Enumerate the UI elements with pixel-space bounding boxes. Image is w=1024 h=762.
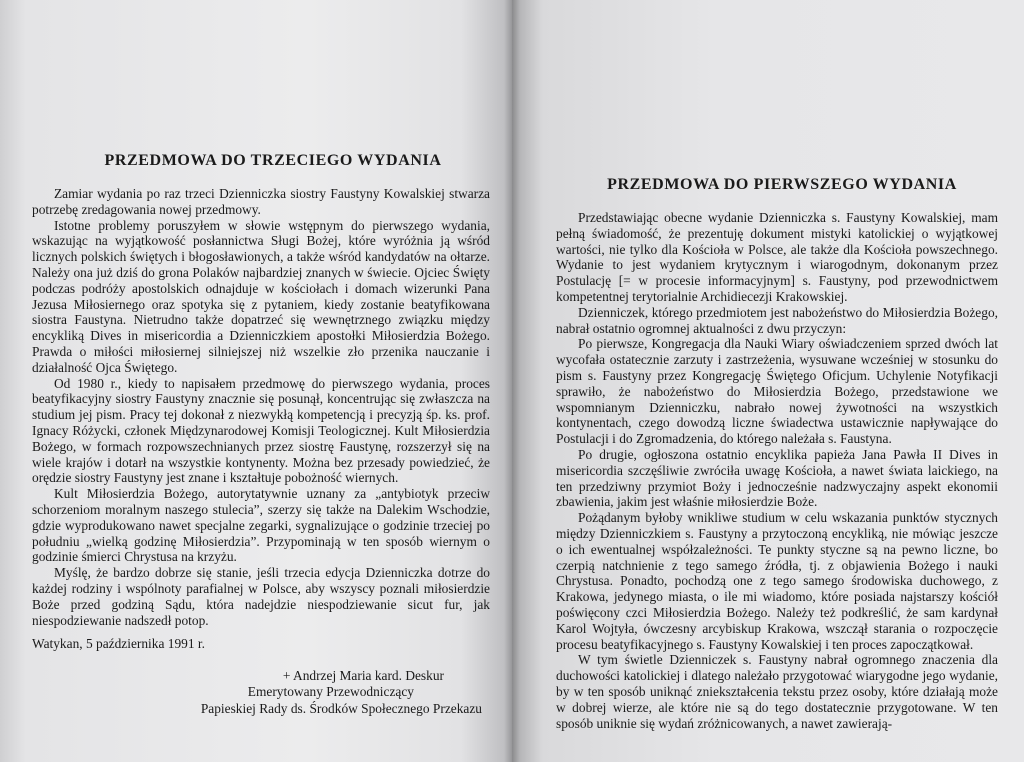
left-paragraph: Myślę, że bardzo dobrze się stanie, jeśli trzecia edycja Dzienniczka dotrze do każdej rodziny i wspólnoty parafialnej w Polsce, aby wszyscy poznali miłosierdzie Boże przed godziną Sądu, która nadejdzie niespodziewanie sicut fur, jak niespodziewanie nadszedł potop. — [32, 565, 490, 628]
right-page-body — [556, 210, 998, 731]
signature-organization: Papieskiej Rady ds. Środków Społecznego Przekazu — [200, 700, 482, 716]
left-paragraph: Istotne problemy poruszyłem w słowie wstępnym do pierwszego wydania, wskazując na wyjątkowość posłannictwa Sługi Bożej, które wyróżnia ją wśród licznych polskich świętych i błogosławionych, a także wśród kandydatów na ołtarze. Należy ona już dziś do grona Polaków najbardziej znanych w świecie. Ojciec Święty podczas podróży apostolskich odnajduje w kościołach i domach wizerunki Pana Jezusa Miłosiernego oraz spotyka się z pytaniem, kiedy zostanie beatyfikowana siostra Faustyna. Nietrudno także dopatrzeć się wewnętrznego związku między encykliką Dives in misericordia a Dzienniczkiem apostołki Miłosierdzia Bożego. Prawda o miłości miłosiernej silniejszej niż wszelkie zło przenika nauczanie i działalność Ojca Świętego. — [32, 217, 490, 375]
left-paragraph: Zamiar wydania po raz trzeci Dzienniczka siostry Faustyny Kowalskiej stwarza potrzebę zredagowania nowej przedmowy. — [32, 186, 490, 217]
left-page-title: PRZEDMOWA DO TRZECIEGO WYDANIA — [104, 152, 442, 169]
left-paragraph: Od 1980 r., kiedy to napisałem przedmowę do pierwszego wydania, proces beatyfikacyjny siostry Faustyny znacznie się posunął, koncentrując się zwłaszcza na studium jej pism. Pracy tej dokonał z niezwykłą kompetencją i precyzją śp. ks. prof. Ignacy Różycki, członek Międzynarodowej Komisji Teologicznej. Kult Miłosierdzia Bożego, w formach rozpowszechnianych przez siostrę Faustynę, rozszerzył się na wiele krajów i dotarł na wszystkie kontynenty. Można bez przesady powiedzieć, że orędzie siostry Faustyny jest znane i kształtuje pobożność wiernych. — [32, 375, 490, 486]
right-page — [512, 0, 1024, 762]
right-paragraph: W tym świetle Dzienniczek s. Faustyny nabrał ogromnego znaczenia dla duchowości katolickiej i dlatego należało przygotować wiarygodne jego wydanie, by w ten sposób uniknąć zniekształcenia tekstu przez osoby, które działają może w dobrej wierze, ale które nie są do tego dostatecznie przygotowane. W ten sposób uniknie się wydań zróżnicowanych, a nawet zawierają- — [556, 652, 998, 731]
signature-role: Emerytowany Przewodniczący — [247, 684, 414, 700]
left-paragraph: Kult Miłosierdzia Bożego, autorytatywnie uznany za „antybiotyk przeciw schorzeniom moralnym naszego stulecia”, szerzy się także na Dalekim Wschodzie, gdzie wyprodukowano nawet specjalne zegarki, sygnalizujące o godzinie trzeciej po południu „wielką godzinę Miłosierdzia”. Przypominają w ten sposób wiernym o godzinie śmierci Chrystusa na krzyżu. — [32, 486, 490, 565]
right-paragraph: Dzienniczek, którego przedmiotem jest nabożeństwo do Miłosierdzia Bożego, nabrał ostatnio ogromnej aktualności z dwu przyczyn: — [556, 304, 998, 336]
right-paragraph: Po drugie, ogłoszona ostatnio encyklika papieża Jana Pawła II Dives in misericordia szczęśliwie zwróciła uwagę Kościoła, a nawet świata laickiego, na ten przedziwny przymiot Boży i jednocześnie nadzwyczajny aspekt ekonomii zbawienia, jakim jest właśnie miłosierdzie Boże. — [556, 446, 998, 510]
right-paragraph: Przedstawiając obecne wydanie Dzienniczka s. Faustyny Kowalskiej, mam pełną świadomość, że prezentuję dokument mistyki katolickiej o wyjątkowej wartości, nie tylko dla Kościoła w Polsce, ale także dla Kościoła powszechnego. Wydanie to jest wydaniem krytycznym i wiarogodnym, dokonanym przez Postulację [= w procesie informacyjnym] s. Faustyny, pod przewodnictwem kompetentnej terytorialnie Archidiecezji Krakowskiej. — [556, 210, 998, 304]
dateline: Watykan, 5 października 1991 r. — [32, 636, 205, 652]
left-page-body — [32, 186, 490, 628]
right-paragraph: Pożądanym byłoby wnikliwe studium w celu wskazania punktów stycznych między Dzienniczkiem s. Faustyny a przytoczoną encykliką, nie mówiąc jeszcze o ich ewentualnej współzależności. Te punkty styczne są na pewno liczne, bo czerpią natchnienie z tego samego źródła, tj. z objawienia Bożego i nauki Chrystusa. Ponadto, pochodzą one z tego samego środowiska duchowego, z Krakowa, jedynego miasta, o ile mi wiadomo, które posiada najstarszy kościół poświęcony czci Miłosierdzia Bożego. Należy też podkreślić, że sam kardynał Karol Wojtyła, ówczesny arcybiskup Krakowa, wszczął starania o rozpoczęcie procesu beatyfikacyjnego s. Faustyny Kowalskiej i ten proces zapoczątkował. — [556, 510, 998, 652]
right-page-title: PRZEDMOWA DO PIERWSZEGO WYDANIA — [607, 176, 957, 193]
signature-block — [32, 668, 490, 717]
signature-name: + Andrzej Maria kard. Deskur — [282, 668, 444, 684]
right-paragraph: Po pierwsze, Kongregacja dla Nauki Wiary oświadczeniem sprzed dwóch lat wycofała ostatecznie zarzuty i zastrzeżenia, wysuwane wcześniej w stosunku do pism s. Faustyny przez Kongregację Świętego Oficjum. Uchylenie Notyfikacji sprawiło, że nabożeństwo do Miłosierdzia Bożego, przedstawione we wspomnianym Dzienniczku, nabrało nowej żywotności na wszystkich kontynentach, czego dowodzą liczne świadectwa ustawicznie napływające do Postulacji i do Zgromadzenia, do którego należała s. Faustyna. — [556, 336, 998, 447]
